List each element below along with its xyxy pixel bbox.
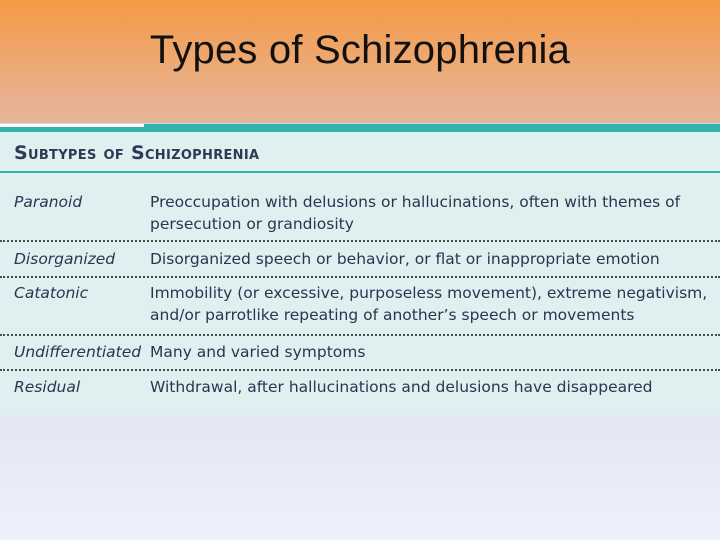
- table-row: [0, 242, 720, 278]
- subtype-term: Paranoid: [14, 193, 83, 211]
- subtype-term: Disorganized: [14, 250, 116, 268]
- table-accent-gap: [0, 124, 144, 127]
- table-heading: Subtypes of Schizophrenia: [14, 142, 260, 164]
- table-row: [0, 181, 720, 242]
- subtype-term: Catatonic: [14, 284, 89, 302]
- table-rows: [0, 181, 720, 407]
- subtype-term: Residual: [14, 378, 81, 396]
- subtype-description: Preoccupation with delusions or hallucinations, often with themes of persecution or grandiosity: [150, 193, 681, 233]
- table-row: [0, 336, 720, 371]
- subtype-term: Undifferentiated: [14, 343, 142, 361]
- table-heading-rule: [0, 171, 720, 173]
- subtype-description: Many and varied symptoms: [150, 343, 366, 361]
- subtype-description: Immobility (or excessive, purposeless movement), extreme negativism, and/or parrotlike repeating of another’s speech or movements: [150, 284, 708, 324]
- subtype-description: Disorganized speech or behavior, or flat or inappropriate emotion: [150, 250, 660, 268]
- subtypes-table: [0, 123, 720, 415]
- subtype-description: Withdrawal, after hallucinations and delusions have disappeared: [150, 378, 653, 396]
- slide-title: Types of Schizophrenia: [149, 28, 571, 72]
- table-row: [0, 278, 720, 336]
- table-row: [0, 371, 720, 407]
